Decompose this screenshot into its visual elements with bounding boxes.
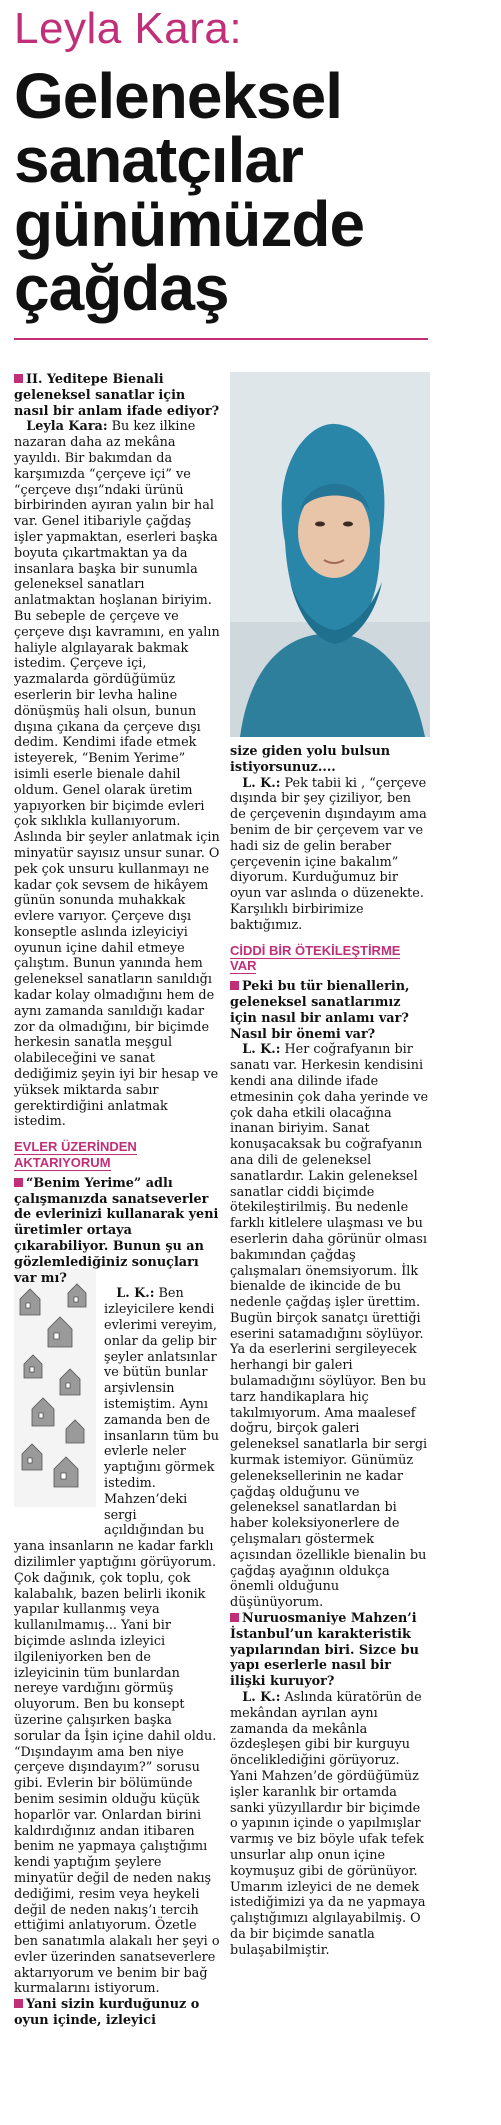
speaker-label: L. K.: <box>116 1286 155 1302</box>
header-rule <box>14 338 428 340</box>
article-column-left <box>14 372 220 2029</box>
question: “Benim Yerime” adlı çalışmanızda sanatseverler de evlerinizi kullanarak yeni üretimler ortaya çıkarabiliyor. Bunun şu an gözlemlediğiniz sonuçları var mı? <box>14 1175 219 1286</box>
portrait-illustration <box>230 372 430 737</box>
headline-line: Geleneksel <box>14 60 342 132</box>
headline-line: günümüzde <box>14 188 365 260</box>
square-bullet-icon <box>230 981 239 990</box>
subheading: CİDDİ BİR ÖTEKİLEŞTİRME VAR <box>230 942 401 974</box>
subheading: EVLER ÜZERİNDEN AKTARIYORUM <box>14 1139 137 1171</box>
answer: L. K.: Her coğrafyanın bir sanatı var. Herkesin kendisini kendi ana dilinde ifade etmesinin çok daha yerinde ve çok daha etkili olacağına inanan biriyim. Sanat konuşacaksak bu coğrafyanın ana dili de geleneksel sanatlardır. Lakin geleneksel sanatlar ciddi biçimde ötekileştirilmiş. Bu nedenle farklı kitlelere ulaşması ve bu eserlerin daha görünür olması bakımından çağdaş çalışmaları önemsiyorum. İlk bienalde de ikincide de bu nedenle çağdaş işler ürettim. Bugün birçok sanatçı ürettiği eserini satamadığını söylüyor. Ya da eserlerini sergileyecek herhangi bir galeri bulamadığını söylüyor. Ben bu tarz handikaplara hiç takılmıyorum. Ama maalesef doğru, birçok galeri geleneksel sanatlarla bir sergi kurmak istemiyor. Günümüz geleneksellerinin ne kadar çağdaş olduğunu ve geleneksel sanatlardan bi haber koleksiyonerlere de çelışmaları göstermek açısından özellikle bienalin bu çağdaş ayağının oldukça önemli olduğunu düşünüyorum. <box>230 1042 429 1611</box>
speaker-label: L. K.: <box>242 1042 281 1058</box>
speaker-label: L. K.: <box>242 1690 281 1706</box>
speaker-label: L. K.: <box>242 775 281 791</box>
square-bullet-icon <box>14 374 23 383</box>
answer: L. K.: Ben izleyicilere kendi evlerimi vereyim, onlar da gelip bir şeyler anlatsınlar ve bütün bunlar arşivlensin istemiştim. Aynı zamanda ben de insanların tüm bu evlerle neler yaptığını görmek istedim. Mahzen’deki sergi açıldığından bu yana insanların ne kadar farklı dizilimler yaptığını görüyorum. Çok dağınık, çok toplu, çok kalabalık, bazen belirli ikonik yapılar kullanmış veya kullanılmamış... Yani bir biçimde aslında izleyici ilgileniyorken ben de izleyicinin tüm bunlardan nereye vardığını görmüş oluyorum. Ben bu konsept üzerine çalışırken başka sorular da İşin içine dahil oldu. “Dışındayım ama ben niye çerçeve dışındayım?” sorusu gibi. Evlerin bir bölümünde benim sesimin olduğu küçük hoparlör var. Onlardan birini kaldırdığınız andan itibaren benim ne yapmaya çalıştığımı kendi yaptığım şeylere minyatür değil de neden nakış dediğimi, resim veya heykeli değil de neden nakış’ı tercih ettiğimi anlatıyorum. Özetle ben sanatımla alakalı her şeyi o evler üzerinden sanatseverlere aktarıyorum ve benim bir bağ kurmalarını istiyorum. <box>14 1286 220 1997</box>
speaker-label: Leyla Kara: <box>26 419 108 435</box>
square-bullet-icon <box>14 1999 23 2008</box>
headline <box>14 60 434 324</box>
headline-line: çağdaş <box>14 252 229 324</box>
answer: L. K.: Aslında küratörün de mekândan ayrılan aynı zamanda da mekânla özdeşleşen gibi bir kurguyu öncelikledi̇ğini görüyoruz. Yani Mahzen’de gördüğümüz işler karanlık bir ortamda sanki yüzyıllardır bir biçimde o yapının içinde o yapılmışlar varmış ve biz böyle ufak tefek unsurlar alıp onun içine koymuşuz gibi de görünüyor. Umarım izleyici de ne demek istediğimizi ya da ne yapmaya çalıştığımızı algılayabilmiş. O da bir biçimde sanatla bulaşabilmiştir. <box>230 1690 426 1958</box>
author-name: Leyla Kara: <box>14 4 243 53</box>
question: Nuruosmaniye Mahzen’i İstanbul’un karakteristik yapılarından biri. Sizce bu yapı eserlerle nasıl bir ilişki kuruyor? <box>230 1611 419 1690</box>
question: II. Yeditepe Bienali geleneksel sanatlar için nasıl bir anlam ifade ediyor? <box>14 372 220 419</box>
subheading-block <box>14 1140 220 1172</box>
answer: L. K.: Pek tabii ki , “çerçeve dışında bir şey çiziliyor, ben de çerçevenin dışındayım ama benim de bir çerçevem var ve hadi siz de gelin beraber çerçevenin içine bakalım” diyorum. Kurduğumuz bir oyun var aslında o düzenekte. Karşılıklı birbirimize baktığımız. <box>230 775 427 933</box>
portrait-photo <box>230 372 501 737</box>
answer: Leyla Kara: Bu kez ilkine nazaran daha az mekâna yayıldı. Bir bakımdan da karşımızda “çerçeve içi” ve “çerçeve dışı”ndaki ürünü birbirinden ayıran yalın bir hal var. Genel itibariyle çağdaş işler yapmaktan, eserleri başka boyuta çıkartmaktan ya da insanlara başka bir sunumla geleneksel sanatları anlatmaktan hoşlanan biriyim. Bu sebeple de çerçeve ve çerçeve dışı kavramını, en yalın haliyle algılayarak bakmak istedim. Çerçeve içi, yazmalarda gördüğümüz eserlerin bir levha haline dönüşmüş hali olsun, bunun dışına çıkana da çerçeve dışı dedim. Kendimi ifade etmek isteyerek, “Benim Yerime” isimli eserle bienale dahil oldum. Genel olarak üretim yapıyorken bir biçimde evleri çok sıklıkla kullanıyorum. Aslında bir şeyler anlatmak için minyatür sayısız unsur sunar. O pek çok unsuru kullanmayı ne kadar çok sevsem de hikâyem günün sonunda muhakkak evlere varıyor. Çerçeve dışı konseptle aslında izleyiciyi oyunun içine dahil etmeye çalıştım. Bunun yanında hem geleneksel sanatların sanıldığı kadar kolay olmadığını hem de aynı zamanda sanıldığı kadar zor da olmadığını, bir biçimde herkesin sanatla meşgul olabileceğini ve sanat dediğimiz şeyin iyi bir hesap ve yüksek miktarda sabır gerektirdiğini anlatmak istedim. <box>14 419 220 1130</box>
question-continued: size giden yolu bulsun istiyorsunuz.... <box>230 744 391 775</box>
subheading-block <box>230 944 430 976</box>
headline-line: sanatçılar <box>14 124 303 196</box>
square-bullet-icon <box>230 1613 239 1622</box>
photo-caption: Leyla Kara <box>470 701 501 729</box>
question: Peki bu tür bienallerin, geleneksel sanatlarımız için nasıl bir anlamı var? Nasıl bir önemi var? <box>230 979 410 1042</box>
article-column-right <box>230 744 430 1959</box>
image-float-spacer <box>14 1286 104 1524</box>
square-bullet-icon <box>14 1178 23 1187</box>
question: Yani sizin kurduğunuz o oyun içinde, izleyici <box>14 1997 200 2029</box>
